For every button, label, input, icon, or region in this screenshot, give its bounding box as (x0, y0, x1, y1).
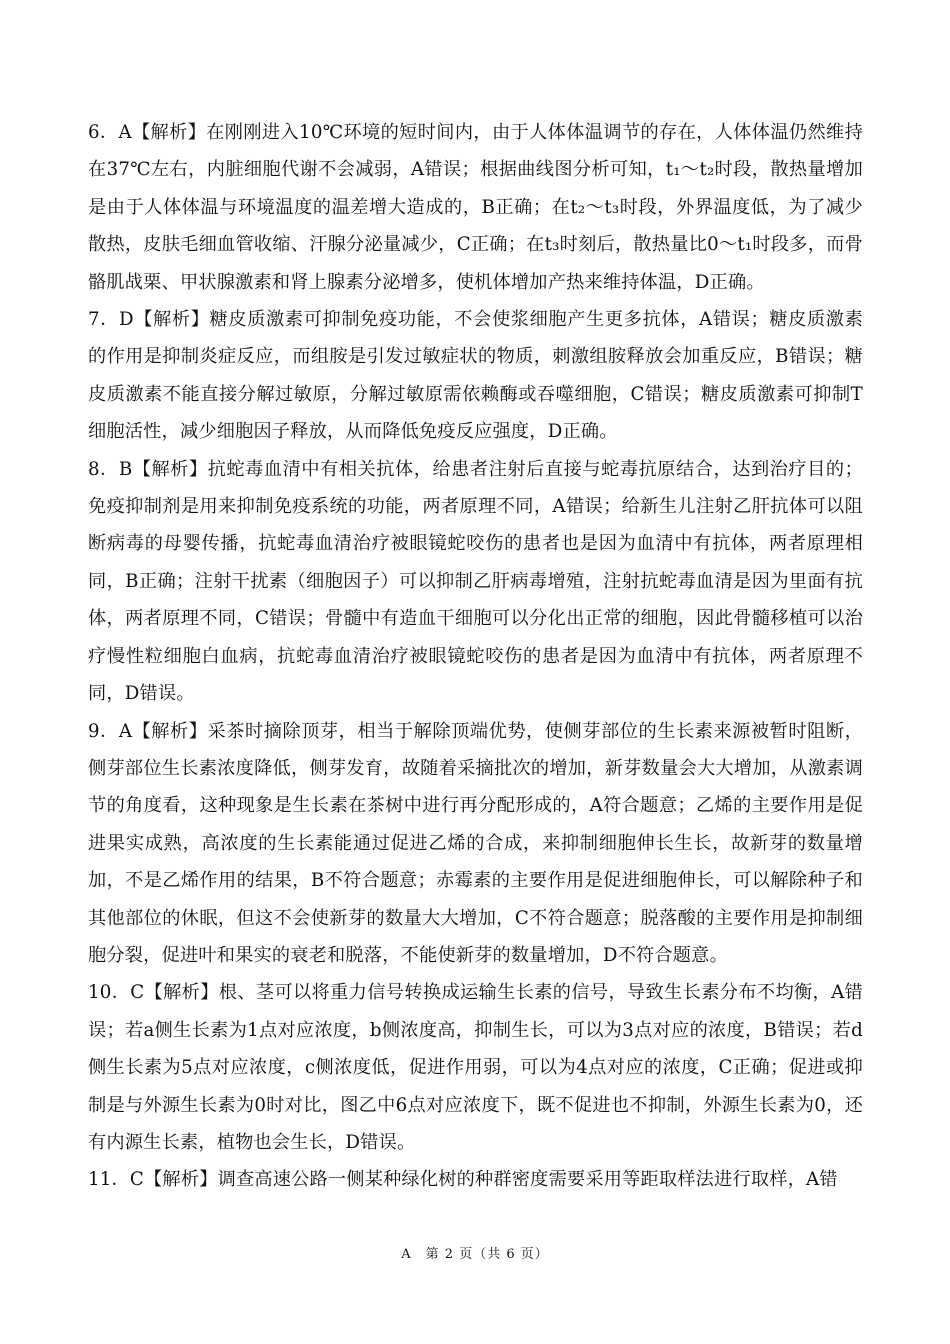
answer-item-8: 8．B【解析】抗蛇毒血清中有相关抗体，给患者注射后直接与蛇毒抗原结合，达到治疗目的；免疫抑制剂是用来抑制免疫系统的功能，两者原理不同，A错误；给新生儿注射乙肝抗体可以阻断病毒的母婴传播，抗蛇毒血清治疗被眼镜蛇咬伤的患者也是因为血清中有抗体，两者原理相同，B正确；注射干扰素（细胞因子）可以抑制乙肝病毒增殖，注射抗蛇毒血清是因为里面有抗体，两者原理不同，C错误；骨髓中有造血干细胞可以分化出正常的细胞，因此骨髓移植可以治疗慢性粒细胞白血病，抗蛇毒血清治疗被眼镜蛇咬伤的患者是因为血清中有抗体，两者原理不同，D错误。 (88, 458, 863, 705)
answer-item-9: 9．A【解析】采茶时摘除顶芽，相当于解除顶端优势，使侧芽部位的生长素来源被暂时阻断，侧芽部位生长素浓度降低，侧芽发育，故随着采摘批次的增加，新芽数量会大大增加，从激素调节的角度看，这种现象是生长素在茶树中进行再分配形成的，A符合题意；乙烯的主要作用是促进果实成熟，高浓度的生长素能通过促进乙烯的合成，来抑制细胞伸长生长，故新芽的数量增加，不是乙烯作用的结果，B不符合题意；赤霉素的主要作用是促进细胞伸长，可以解除种子和其他部位的休眠，但这不会使新芽的数量大大增加，C不符合题意；脱落酸的主要作用是抑制细胞分裂，促进叶和果实的衰老和脱落，不能使新芽的数量增加，D不符合题意。 (88, 720, 863, 966)
page-footer: A 第 2 页（共 6 页） (401, 1247, 549, 1262)
answer-item-7: 7．D【解析】糖皮质激素可抑制免疫功能，不会使浆细胞产生更多抗体，A错误；糖皮质激素的作用是抑制炎症反应，而组胺是引发过敏症状的物质，刺激组胺释放会加重反应，B错误；糖皮质激素不能直接分解过敏原，分解过敏原需依赖酶或吞噬细胞，C错误；糖皮质激素可抑制T细胞活性，减少细胞因子释放，从而降低免疫反应强度，D正确。 (88, 309, 863, 443)
answer-item-11: 11．C【解析】调查高速公路一侧某种绿化树的种群密度需要采用等距取样法进行取样，A错 (88, 1169, 838, 1191)
answer-item-10: 10．C【解析】根、茎可以将重力信号转换成运输生长素的信号，导致生长素分布不均衡，A错误；若a侧生长素为1点对应浓度，b侧浓度高，抑制生长，可以为3点对应的浓度，B错误；若d侧生长素为5点对应浓度，c侧浓度低，促进作用弱，可以为4点对应的浓度，C正确；促进或抑制是与外源生长素为0时对比，图乙中6点对应浓度下，既不促进也不抑制，外源生长素为0，还有内源生长素，植物也会生长，D错误。 (88, 982, 863, 1153)
answer-explanations (88, 114, 863, 1199)
answer-item-6: 6．A【解析】在刚刚进入10℃环境的短时间内，由于人体体温调节的存在，人体体温仍然维持在37℃左右，内脏细胞代谢不会减弱，A错误；根据曲线图分析可知，t₁～t₂时段，散热量增加是由于人体体温与环境温度的温差增大造成的，B正确；在t₂～t₃时段，外界温度低，为了减少散热，皮肤毛细血管收缩、汗腺分泌量减少，C正确；在t₃时刻后，散热量比0～t₁时段多，而骨骼肌战栗、甲状腺激素和肾上腺素分泌增多，使机体增加产热来维持体温，D正确。 (88, 122, 863, 293)
